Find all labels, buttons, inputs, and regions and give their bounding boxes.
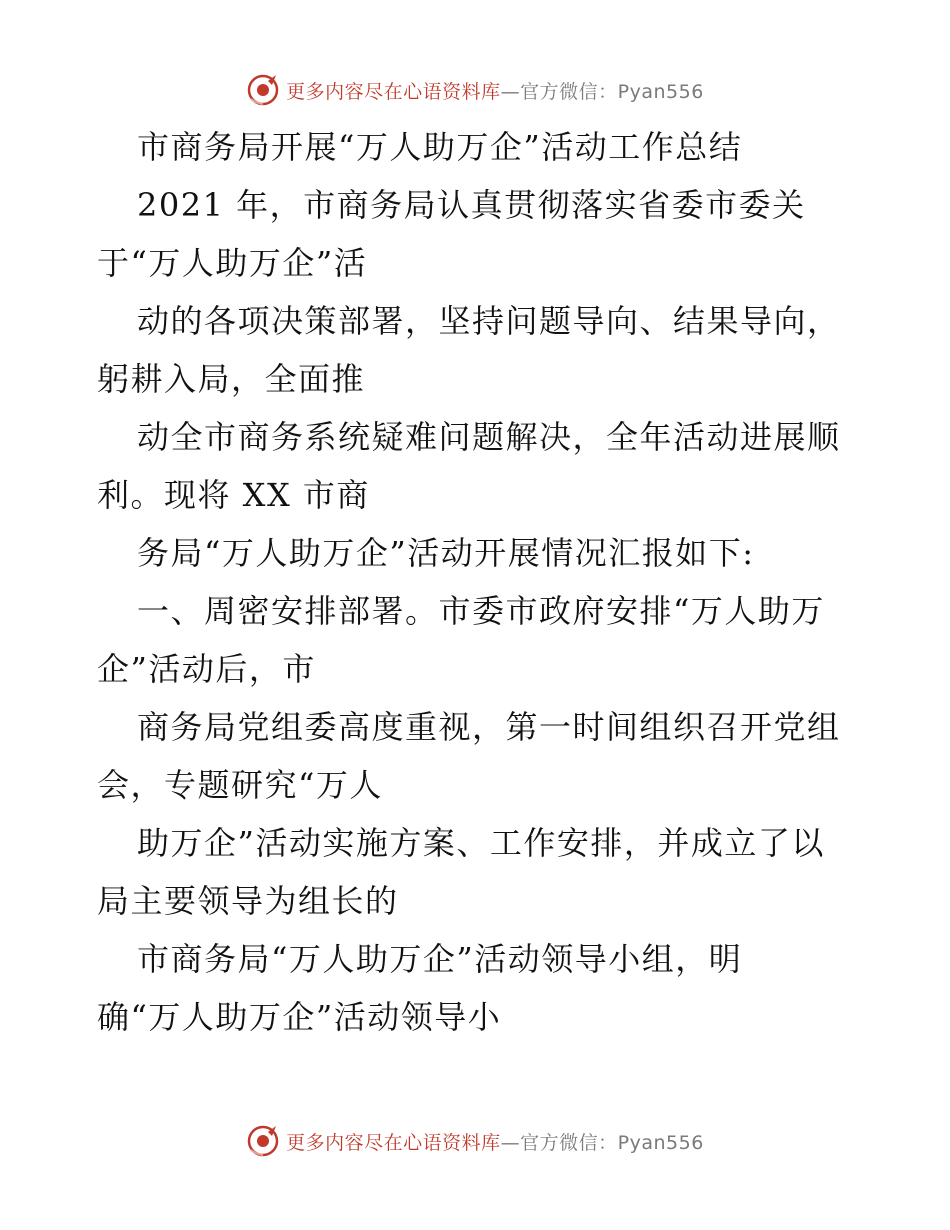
footer-watermark-banner <box>0 1121 950 1161</box>
brand-logo-icon <box>246 1124 280 1158</box>
paragraph-line: 局主要领导为组长的 <box>97 882 399 920</box>
document-title: 市商务局开展“万人助万企”活动工作总结 <box>137 128 743 166</box>
header-watermark-gray: —官方微信：Pyan556 <box>500 80 704 103</box>
paragraph-line: 商务局党组委高度重视，第一时间组织召开党组 <box>137 708 841 746</box>
paragraph-line: 市商务局“万人助万企”活动领导小组，明 <box>137 940 743 978</box>
paragraph-line: 于“万人助万企”活 <box>97 244 368 282</box>
paragraph-line: 确“万人助万企”活动领导小 <box>97 998 502 1036</box>
paragraph-line: 动的各项决策部署，坚持问题导向、结果导向， <box>137 302 841 340</box>
footer-watermark-text <box>286 1128 704 1155</box>
paragraph-line: 躬耕入局，全面推 <box>97 360 366 398</box>
header-watermark-red: 更多内容尽在心语资料库 <box>286 80 501 103</box>
paragraph-line: 利。现将 XX 市商 <box>97 476 370 514</box>
paragraph-line: 助万企”活动实施方案、工作安排，并成立了以 <box>137 824 825 862</box>
paragraph-line: 务局“万人助万企”活动开展情况汇报如下: <box>137 534 755 572</box>
paragraph-line: 2021 年，市商务局认真贯彻落实省委市委关 <box>137 186 806 224</box>
paragraph-line: 一、周密安排部署。市委市政府安排“万人助万 <box>137 592 825 630</box>
paragraph-line: 企”活动后，市 <box>97 650 316 688</box>
footer-watermark-gray: —官方微信：Pyan556 <box>500 1131 704 1154</box>
paragraph-line: 会，专题研究“万人 <box>97 766 383 804</box>
footer-watermark-red: 更多内容尽在心语资料库 <box>286 1131 501 1154</box>
paragraph-line: 动全市商务系统疑难问题解决，全年活动进展顺 <box>137 418 841 456</box>
